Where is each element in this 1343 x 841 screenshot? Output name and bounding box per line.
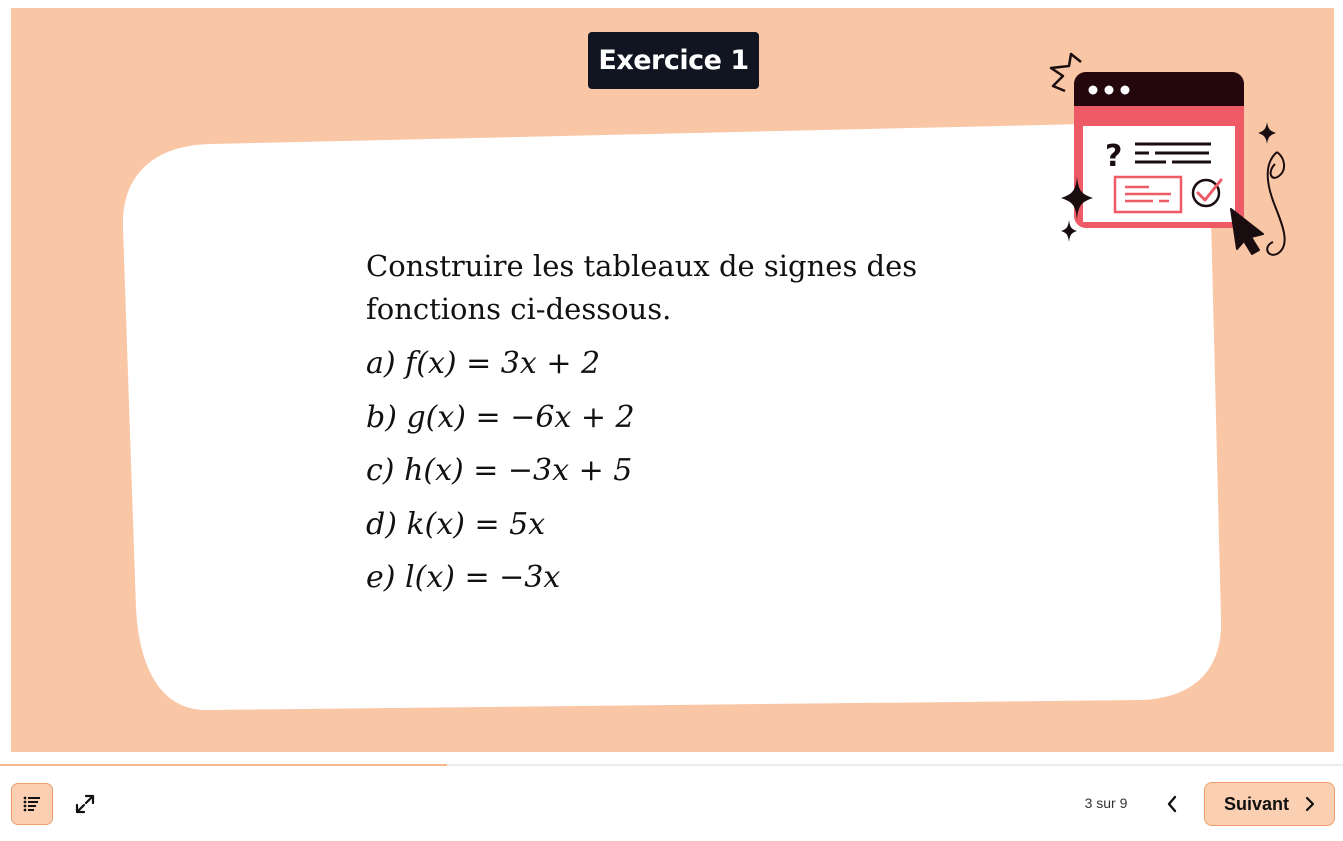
next-button[interactable] bbox=[1204, 782, 1335, 826]
expand-icon bbox=[75, 794, 95, 814]
item-letter: a) bbox=[366, 346, 396, 381]
exercise-content bbox=[366, 245, 917, 605]
function-item bbox=[366, 337, 917, 391]
function-expression: g(x) = −6x + 2 bbox=[406, 399, 635, 435]
item-letter: b) bbox=[366, 399, 397, 435]
instruction-line: fonctions ci-dessous. bbox=[366, 292, 672, 326]
fullscreen-button[interactable] bbox=[68, 787, 102, 821]
slide-title-badge: Exercice 1 bbox=[588, 32, 759, 89]
chevron-right-icon bbox=[1305, 796, 1315, 812]
progress-bar bbox=[0, 764, 1343, 766]
slide bbox=[11, 8, 1334, 752]
item-letter: e) bbox=[366, 560, 396, 595]
exercise-instruction bbox=[366, 245, 917, 331]
function-expression: f(x) = 3x + 2 bbox=[405, 346, 601, 381]
quiz-browser-window-illustration bbox=[1041, 46, 1291, 261]
item-letter: d) bbox=[366, 506, 397, 542]
question-mark-glyph: ? bbox=[1105, 139, 1123, 174]
bottom-toolbar bbox=[0, 764, 1343, 841]
item-letter: c) bbox=[366, 453, 395, 488]
next-button-label: Suivant bbox=[1223, 793, 1289, 814]
instruction-line: Construire les tableaux de signes des bbox=[366, 249, 918, 283]
progress-fill bbox=[0, 764, 447, 766]
previous-button[interactable] bbox=[1158, 789, 1186, 819]
menu-button[interactable] bbox=[11, 783, 53, 825]
function-item bbox=[366, 498, 917, 552]
function-expression: l(x) = −3x bbox=[405, 560, 561, 595]
function-item bbox=[366, 551, 917, 605]
list-icon bbox=[23, 796, 41, 812]
function-item bbox=[366, 444, 917, 498]
function-item bbox=[366, 391, 917, 445]
function-expression: k(x) = 5x bbox=[406, 506, 546, 542]
function-expression: h(x) = −3x + 5 bbox=[404, 453, 633, 488]
chevron-left-icon bbox=[1166, 795, 1178, 813]
page-counter: 3 sur 9 bbox=[1084, 795, 1128, 811]
